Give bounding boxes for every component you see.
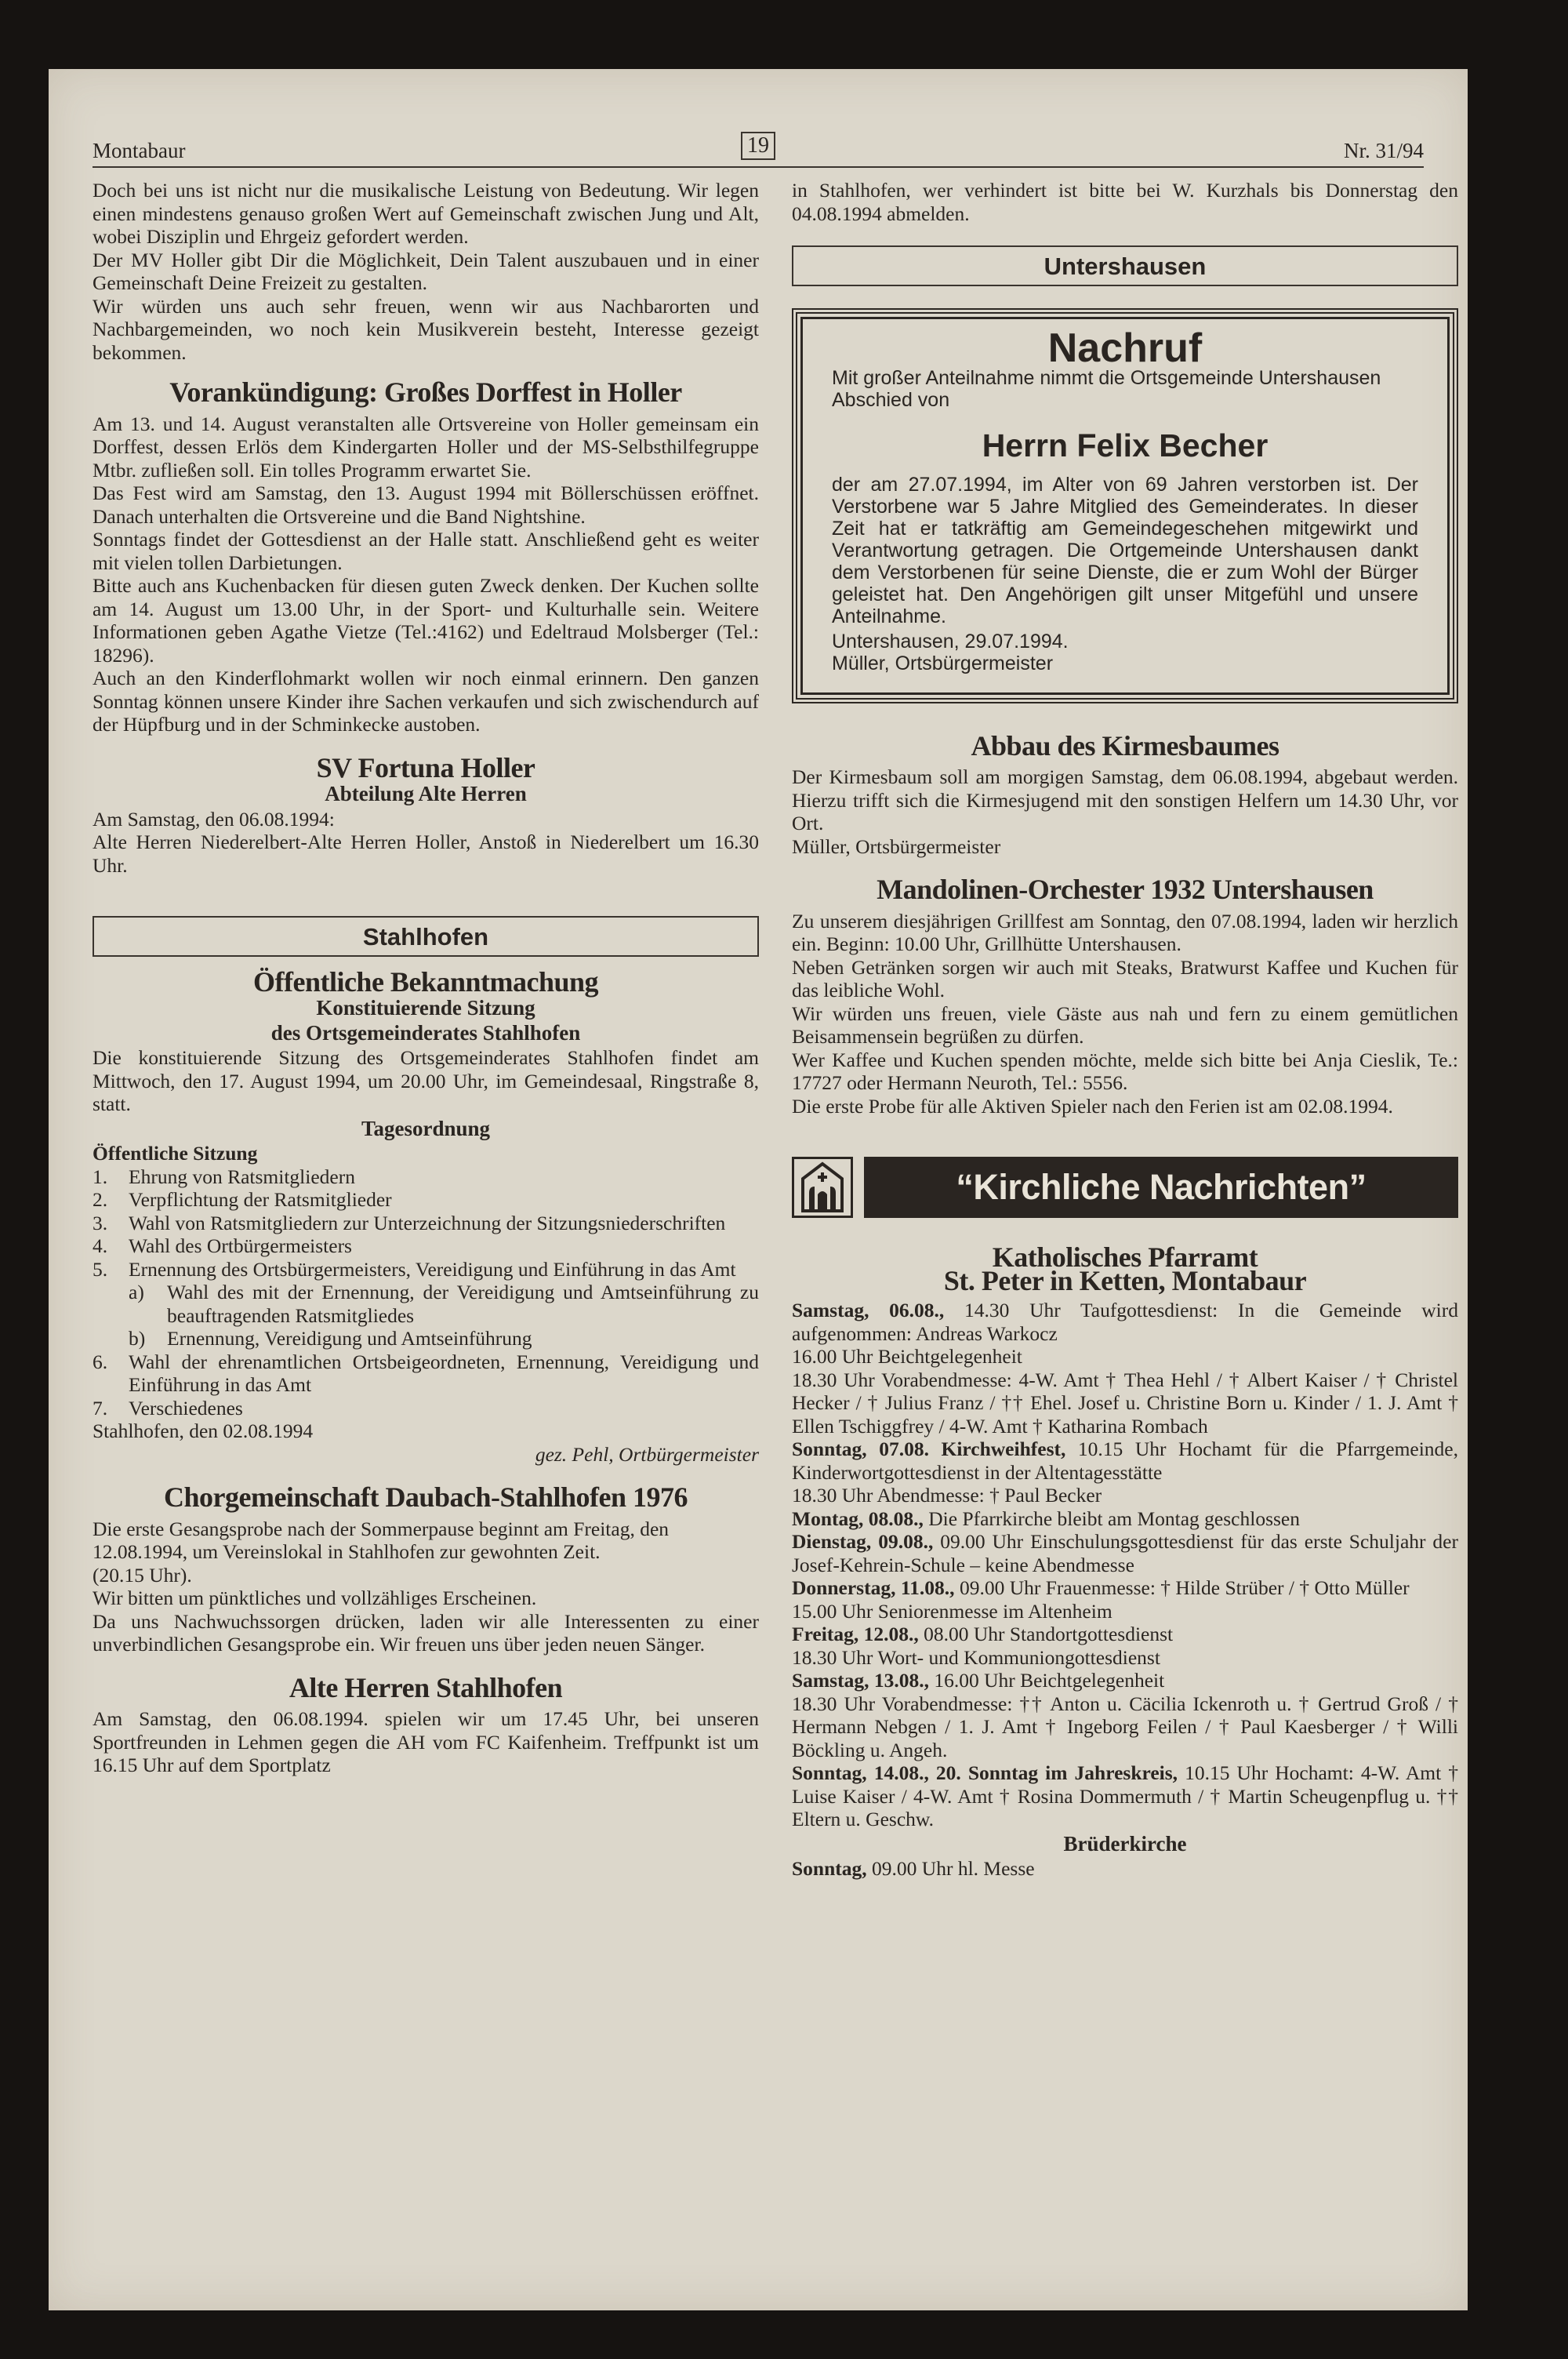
agenda-subtext: Ernennung, Vereidigung und Amtseinführung [167,1327,532,1350]
obituary-box [792,308,1458,703]
signature: gez. Pehl, Ortbürgermeister [535,1442,759,1466]
kirmes-heading: Abbau des Kirmesbaumes [971,729,1279,761]
schedule-text: 09.00 Uhr Frauenmesse: † Hilde Strüber / † Otto Müller [954,1576,1410,1599]
schedule-text: Die Pfarrkirche bleibt am Montag geschlossen [923,1507,1300,1530]
intro-paragraph: Doch bei uns ist nicht nur die musikalische Leistung von Bedeutung. Wir legen einen mindestens genauso großen Wert auf Gemeinschaft zwischen Jung und Alt, wobei Disziplin und Ehrgeiz gefordert werden. [93,179,759,248]
schedule-text: 18.30 Uhr Wort- und Kommuniongottesdienst [792,1645,1160,1669]
schedule-entry [792,1530,1458,1576]
stahlhofen-section-box: Stahlhofen [93,916,759,957]
agenda-text: Wahl der ehrenamtlichen Ortsbeigeordneten, Ernennung, Vereidigung und Einführung in das Amt [129,1350,759,1396]
mandolinen-paragraph: Wir würden uns freuen, viele Gäste aus nah und fern zu einem gemütlichen Beisammensein begrüßen zu dürfen. [792,1001,1458,1048]
agenda-item [93,1234,759,1258]
schedule-entry [792,1857,1458,1881]
schedule-entry [792,1692,1458,1762]
pfarramt-heading: Katholisches Pfarramt [992,1241,1258,1273]
pfarramt-subheading: St. Peter in Ketten, Montabaur [943,1264,1307,1296]
agenda-subnumber: a) [129,1281,144,1303]
schedule-text: 09.00 Uhr Einschulungsgottesdienst für das erste Schuljahr der Josef-Kehrein-Schule – keine Abendmesse [792,1530,1458,1576]
dorffest-heading: Vorankündigung: Großes Dorffest in Holler [169,376,682,408]
chor-heading: Chorgemeinschaft Daubach-Stahlhofen 1976 [163,1481,688,1513]
chor-paragraph: Wir bitten um pünktliches und vollzähliges Erscheinen. [93,1587,537,1609]
right-column [792,179,1458,1881]
church-icon [792,1157,853,1218]
schedule-text: 14.30 Uhr Taufgottesdienst: In die Gemeinde wird aufgenommen: Andreas Warkocz [792,1299,1458,1345]
agenda-text: Ehrung von Ratsmitgliedern [129,1165,355,1188]
obituary-text: der am 27.07.1994, im Alter von 69 Jahren verstorben ist. Der Verstorbene war 5 Jahre Mitglied des Gemeinderates. In dieser Zeit hat er tatkräftig am Gemeindegeschehen mitgewirkt und Verantwortung getragen. Die Ortgemeinde Untershausen dankt dem Verstorbenen für seine Dienste, die er zum Wohl der Bürger geleistet hat. Den Angehörigen gilt unser Mitgefühl und unsere Anteilnahme. [832,473,1418,627]
schedule-entry [792,1576,1458,1600]
left-column [93,179,759,1777]
schedule-text: 15.00 Uhr Seniorenmesse im Altenheim [792,1599,1112,1623]
fortuna-line: Am Samstag, den 06.08.1994: [93,807,335,831]
obituary-signer: Müller, Ortsbürgermeister [832,652,1054,674]
obituary-name: Herrn Felix Becher [982,427,1269,463]
schedule-entry [792,1369,1458,1438]
agenda-item [93,1258,759,1281]
mandolinen-paragraph: Neben Getränken sorgen wir auch mit Steaks, Bratwurst Kaffee und Kuchen für das leibliche Wohl. [792,955,1458,1001]
schedule-text: 10.15 Uhr Hochamt für die Pfarrgemeinde, Kinderwortgottesdienst in der Altentagesstätte [792,1438,1458,1484]
page-header [93,133,1424,168]
schedule-entry [792,1438,1458,1484]
fortuna-line: Alte Herren Niederelbert-Alte Herren Holler, Anstoß in Niederelbert um 16.30 Uhr. [93,831,759,877]
chor-paragraph: Die erste Gesangsprobe nach der Sommerpause beginnt am Freitag, den 12.08.1994, um Vereinslokal in Stahlhofen zur gewohnten Zeit. [93,1517,670,1563]
bekanntmachung-heading: Öffentliche Bekanntmachung [252,965,599,998]
alteherren-heading: Alte Herren Stahlhofen [289,1671,563,1703]
agenda-text: Wahl des Ortbürgermeisters [129,1234,352,1257]
obituary-place-date: Untershausen, 29.07.1994. [832,630,1069,652]
schedule-entry [792,1761,1458,1831]
schedule-date: Sonntag, 07.08. Kirchweihfest, [792,1438,1066,1460]
agenda-subtext: Wahl des mit der Ernennung, der Vereidigung und Amtseinführung zu beauftragenden Ratsmitgliedes [167,1281,759,1327]
oeffentliche-sitzung-label: Öffentliche Sitzung [93,1142,258,1165]
agenda-number: 7. [93,1396,108,1419]
kirmes-text: Der Kirmesbaum soll am morgigen Samstag, dem 06.08.1994, abgebaut werden. Hierzu trifft sich die Kirmesjugend mit den sonstigen Helfern um 14.30 Uhr, vor Ort. [792,765,1458,834]
dorffest-paragraph: Sonntags findet der Gottesdienst an der Halle statt. Anschließend geht es weiter mit vielen tollen Darbietungen. [93,528,759,574]
agenda-number: 1. [93,1165,108,1188]
schedule-date: Samstag, 06.08., [792,1299,945,1321]
schedule-entry [792,1345,1458,1369]
page-number: 19 [741,132,775,160]
mandolinen-heading: Mandolinen-Orchester 1932 Untershausen [877,874,1374,905]
schedule-entry [792,1623,1458,1646]
newspaper-page [49,69,1468,2310]
agenda-text: Verschiedenes [129,1396,243,1419]
schedule-entry [792,1600,1458,1623]
mass-schedule [792,1299,1458,1881]
agenda-subitem [93,1327,759,1350]
schedule-date: Freitag, 12.08., [792,1623,919,1645]
bekanntmachung-subheading: Konstituierende Sitzung [316,996,535,1020]
dorffest-paragraph: Am 13. und 14. August veranstalten alle Ortsvereine von Holler gemeinsam ein Dorffest, dessen Erlös dem Kindergarten Holler und der MS-Selbsthilfegruppe Mtbr. zufließen soll. Ein tolles Programm erwartet Sie. [93,412,759,482]
schedule-text: 10.15 Uhr Hochamt: 4-W. Amt † Luise Kaiser / 4-W. Amt † Rosina Dommermuth / † Martin Scheugenpflug u. †† Eltern u. Geschw. [792,1761,1458,1830]
mandolinen-paragraph: Die erste Probe für alle Aktiven Spieler nach den Ferien ist am 02.08.1994. [792,1094,1393,1118]
schedule-text: 09.00 Uhr hl. Messe [866,1857,1035,1880]
obituary-title: Nachruf [1047,325,1203,371]
agenda-number: 3. [93,1211,108,1234]
mandolinen-paragraph: Zu unserem diesjährigen Grillfest am Sonntag, den 07.08.1994, laden wir herzlich ein. Beginn: 10.00 Uhr, Grillhütte Untershausen. [792,909,1458,955]
agenda-text: Ernennung des Ortsbürgermeisters, Vereidigung und Einführung in das Amt [129,1257,736,1281]
agenda-number: 2. [93,1188,108,1211]
schedule-text: 16.00 Uhr Beichtgelegenheit [792,1345,1022,1368]
intro-paragraph: Der MV Holler gibt Dir die Möglichkeit, Dein Talent auszubauen und in einer Gemeinschaft Deine Freizeit zu gestalten. [93,248,759,294]
agenda-item [93,1397,759,1420]
kirchliche-nachrichten-title: “Kirchliche Nachrichten” [864,1157,1458,1218]
bekanntmachung-text: Die konstituierende Sitzung des Ortsgemeinderates Stahlhofen findet am Mittwoch, den 17. August 1994, um 20.00 Uhr, im Gemeindesaal, Ringstraße 8, statt. [93,1046,759,1115]
agenda-text: Wahl von Ratsmitgliedern zur Unterzeichnung der Sitzungsniederschriften [129,1211,726,1234]
schedule-text: 08.00 Uhr Standortgottesdienst [918,1623,1174,1645]
agenda-subnumber: b) [129,1327,146,1350]
untershausen-section-box: Untershausen [792,245,1458,286]
agenda-text: Verpflichtung der Ratsmitglieder [129,1188,392,1211]
schedule-date: Sonntag, [792,1857,867,1880]
schedule-entry [792,1484,1458,1507]
agenda-number: 4. [93,1234,108,1257]
agenda-list [93,1165,759,1420]
schedule-text: 16.00 Uhr Beichtgelegenheit [928,1669,1165,1692]
schedule-date: Sonntag, 14.08., 20. Sonntag im Jahreskreis, [792,1761,1178,1784]
schedule-date: Donnerstag, 11.08., [792,1576,955,1599]
agenda-item [93,1212,759,1235]
intro-paragraph: Wir würden uns auch sehr freuen, wenn wir aus Nachbarorten und Nachbargemeinden, wo noch kein Musikverein besteht, Interesse gezeigt bekommen. [93,294,759,364]
schedule-date: Montag, 08.08., [792,1507,924,1530]
schedule-text: 18.30 Uhr Vorabendmesse: †† Anton u. Cäcilia Ickenroth u. † Gertrud Groß / † Hermann Nebgen / 1. J. Amt † Ingeborg Feilen / † Paul Kaesberger / † Willi Böckling u. Angeh. [792,1692,1458,1761]
chor-paragraph: Da uns Nachwuchssorgen drücken, laden wir alle Interessenten zu einer unverbindlichen Gesangsprobe ein. Wir freuen uns über jeden neuen Sänger. [93,1609,759,1656]
continued-text: in Stahlhofen, wer verhindert ist bitte bei W. Kurzhals bis Donnerstag den 04.08.1994 abmelden. [792,179,1458,225]
schedule-entry [792,1646,1458,1670]
agenda-subitem [93,1281,759,1327]
dorffest-paragraph: Bitte auch ans Kuchenbacken für diesen guten Zweck denken. Der Kuchen sollte am 14. August um 13.00 Uhr, in der Sport- und Kulturhalle sein. Weitere Informationen geben Agathe Vietze (Tel.:4162) und Edeltraud Molsberger (Tel.: 18296). [93,574,759,667]
agenda-item [93,1350,759,1397]
dorffest-paragraph: Das Fest wird am Samstag, den 13. August 1994 mit Böllerschüssen eröffnet. Danach unterhalten die Ortsvereine und die Band Nightshine. [93,482,759,528]
brueder-heading: Brüderkirche [1063,1831,1187,1856]
schedule-entry [792,1507,1458,1531]
agenda-item [93,1188,759,1212]
place-date: Stahlhofen, den 02.08.1994 [93,1419,314,1442]
mandolinen-paragraph: Wer Kaffee und Kuchen spenden möchte, melde sich bitte bei Anja Cieslik, Te.: 17727 oder Hermann Neuroth, Tel.: 5556. [792,1048,1458,1094]
issue-number: Nr. 31/94 [1343,139,1424,162]
chor-paragraph: (20.15 Uhr). [93,1563,192,1587]
agenda-item [93,1165,759,1189]
schedule-date: Samstag, 13.08., [792,1669,929,1692]
header-town: Montabaur [93,139,186,162]
tagesordnung-heading: Tagesordnung [361,1116,491,1140]
kirchliche-nachrichten-banner [792,1157,1458,1218]
schedule-entry [792,1669,1458,1692]
schedule-text: 18.30 Uhr Abendmesse: † Paul Becker [792,1484,1102,1507]
kirmes-signer: Müller, Ortsbürgermeister [792,834,1001,858]
schedule-date: Dienstag, 09.08., [792,1530,934,1553]
schedule-entry [792,1299,1458,1345]
fortuna-heading: SV Fortuna Holler [316,751,535,783]
agenda-number: 5. [93,1257,108,1281]
alteherren-text: Am Samstag, den 06.08.1994. spielen wir um 17.45 Uhr, bei unseren Sportfreunden in Lehmen gegen die AH vom FC Kaifenheim. Treffpunkt ist um 16.15 Uhr auf dem Sportplatz [93,1707,759,1776]
obituary-intro: Mit großer Anteilnahme nimmt die Ortsgemeinde Untershausen Abschied von [832,366,1381,411]
fortuna-subheading: Abteilung Alte Herren [325,782,527,805]
schedule-text: 18.30 Uhr Vorabendmesse: 4-W. Amt † Thea Hehl / † Albert Kaiser / † Christel Hecker / † Julius Franz / †† Ehel. Josef u. Christine Born u. Kinder / 1. J. Amt † Ellen Tschiggfrey / 4-W. Amt † Katharina Rombach [792,1368,1458,1438]
bekanntmachung-subheading: des Ortsgemeinderates Stahlhofen [270,1020,581,1045]
dorffest-paragraph: Auch an den Kinderflohmarkt wollen wir noch einmal erinnern. Den ganzen Sonntag können unsere Kinder ihre Sachen verkaufen und sich zwischendurch auf der Hüpfburg und in der Schminkecke austoben. [93,667,759,736]
agenda-number: 6. [93,1350,108,1373]
